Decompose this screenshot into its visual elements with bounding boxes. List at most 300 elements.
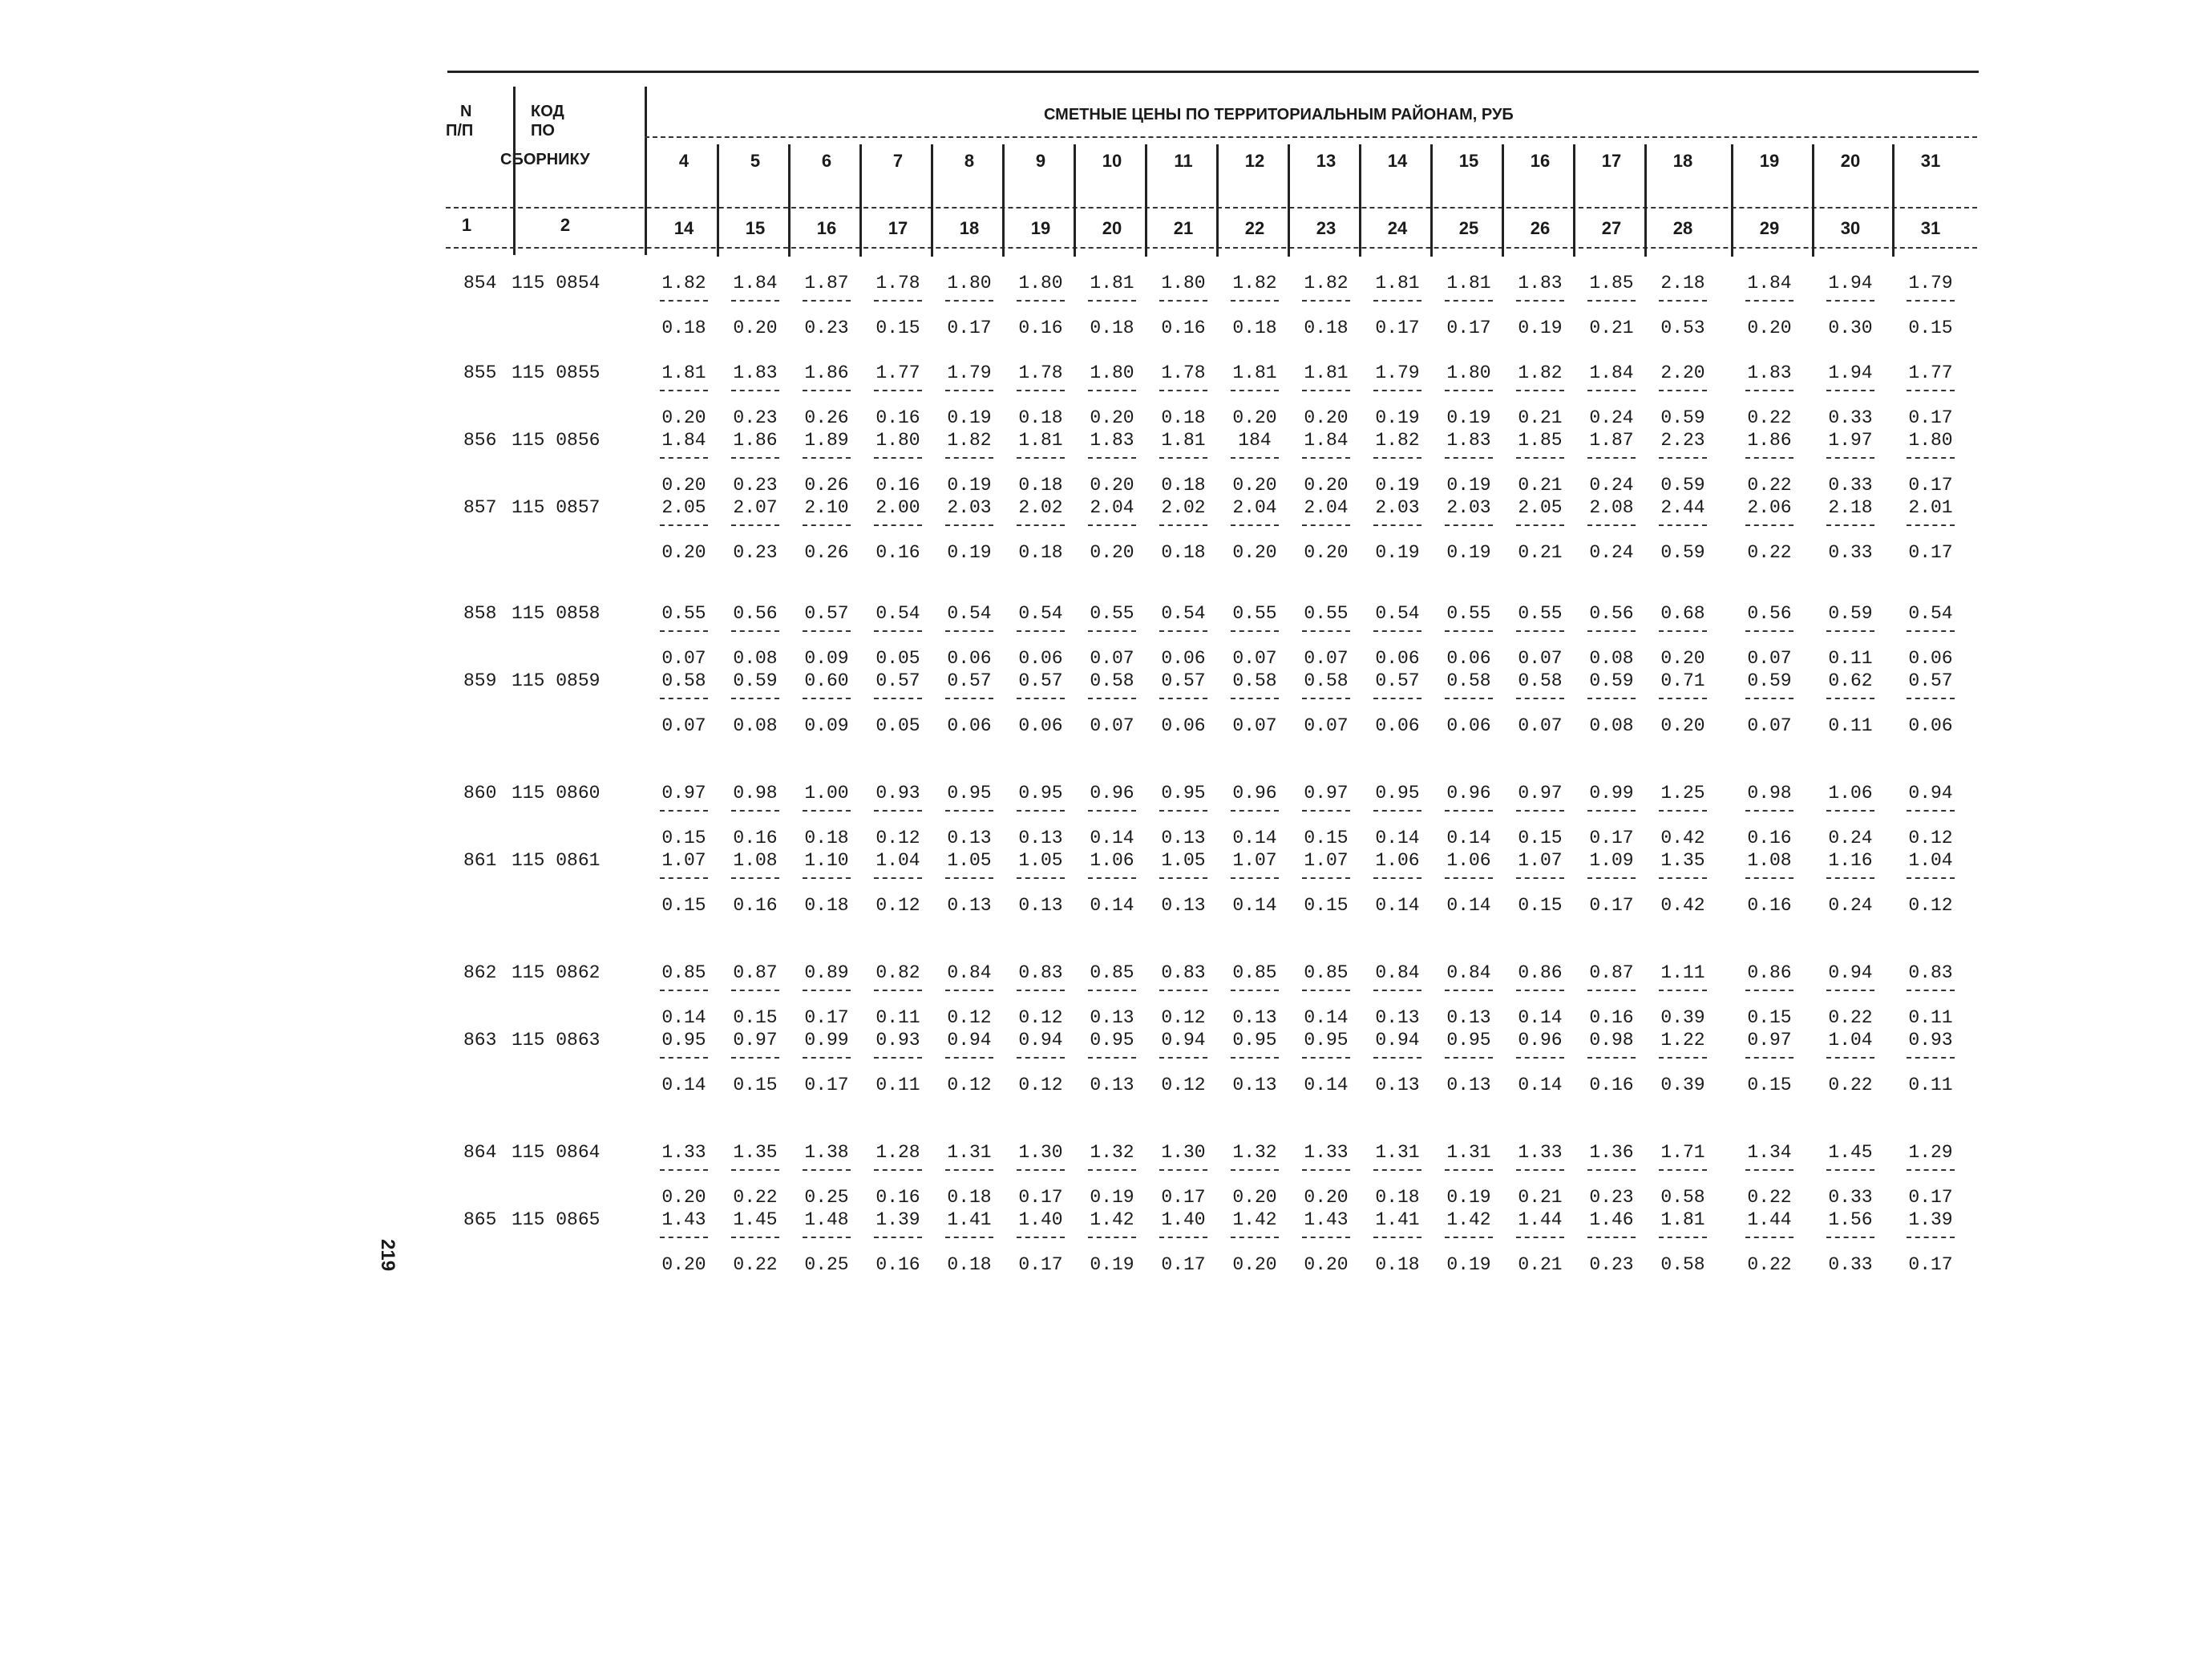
row-code: 115 0863 xyxy=(512,1030,601,1051)
price-total: 1.81 xyxy=(1304,362,1349,383)
price-total: 0.95 xyxy=(1446,1030,1491,1051)
price-total: 2.01 xyxy=(1908,497,1953,518)
fraction-line xyxy=(803,698,851,699)
price-total: 0.83 xyxy=(1908,962,1953,983)
price-wage: 0.06 xyxy=(1446,715,1491,736)
fraction-line xyxy=(945,300,993,302)
column-separator xyxy=(1573,144,1575,257)
column-index: 24 xyxy=(1387,218,1408,238)
fraction-line xyxy=(1516,630,1564,632)
price-total: 0.58 xyxy=(1446,670,1491,691)
header-dash xyxy=(446,207,1977,209)
price-total: 1.77 xyxy=(875,362,920,383)
fraction-line xyxy=(1659,698,1707,699)
price-wage: 0.13 xyxy=(947,828,992,848)
price-total: 0.85 xyxy=(661,962,706,983)
row-code: 115 0857 xyxy=(512,497,601,518)
price-total: 2.03 xyxy=(1375,497,1420,518)
fraction-line xyxy=(874,698,922,699)
fraction-line xyxy=(1017,300,1065,302)
price-total: 1.78 xyxy=(875,273,920,294)
fraction-line xyxy=(1826,1237,1874,1238)
price-wage: 0.20 xyxy=(1660,715,1705,736)
price-total: 0.87 xyxy=(1589,962,1634,983)
price-wage: 0.13 xyxy=(1375,1007,1420,1028)
price-total: 0.95 xyxy=(1161,783,1206,804)
price-total: 1.10 xyxy=(804,850,849,871)
region-number: 31 xyxy=(1920,151,1941,171)
price-total: 1.87 xyxy=(1589,430,1634,451)
price-total: 1.81 xyxy=(1018,430,1063,451)
price-wage: 0.12 xyxy=(1161,1007,1206,1028)
price-total: 2.04 xyxy=(1090,497,1134,518)
price-total: 1.45 xyxy=(733,1209,778,1230)
price-wage: 0.14 xyxy=(661,1075,706,1095)
price-total: 0.94 xyxy=(1161,1030,1206,1051)
price-wage: 0.59 xyxy=(1660,475,1705,496)
fraction-line xyxy=(1445,1237,1493,1238)
price-total: 1.81 xyxy=(1660,1209,1705,1230)
price-total: 1.79 xyxy=(1908,273,1953,294)
price-wage: 0.58 xyxy=(1660,1187,1705,1208)
price-total: 1.84 xyxy=(733,273,778,294)
price-total: 0.86 xyxy=(1747,962,1792,983)
price-wage: 0.22 xyxy=(1828,1007,1873,1028)
fraction-line xyxy=(1088,698,1136,699)
price-total: 0.95 xyxy=(661,1030,706,1051)
price-total: 1.79 xyxy=(947,362,992,383)
price-wage: 0.18 xyxy=(947,1187,992,1208)
row-number: 862 xyxy=(463,962,497,983)
fraction-line xyxy=(1159,524,1207,526)
price-wage: 0.17 xyxy=(1908,1187,1953,1208)
fraction-line xyxy=(1017,698,1065,699)
price-total: 1.32 xyxy=(1232,1142,1277,1163)
fraction-line xyxy=(660,877,708,879)
price-total: 1.39 xyxy=(1908,1209,1953,1230)
fraction-line xyxy=(1088,1057,1136,1059)
price-total: 0.84 xyxy=(1375,962,1420,983)
price-total: 1.40 xyxy=(1161,1209,1206,1230)
price-total: 1.34 xyxy=(1747,1142,1792,1163)
fraction-line xyxy=(1017,810,1065,812)
fraction-line xyxy=(1159,810,1207,812)
fraction-line xyxy=(1826,457,1874,459)
price-wage: 0.33 xyxy=(1828,475,1873,496)
price-total: 1.35 xyxy=(1660,850,1705,871)
price-wage: 0.18 xyxy=(947,1254,992,1275)
region-number: 17 xyxy=(1601,151,1622,171)
price-wage: 0.06 xyxy=(947,648,992,669)
row-code: 115 0864 xyxy=(512,1142,601,1163)
price-total: 1.80 xyxy=(875,430,920,451)
price-total: 0.59 xyxy=(1589,670,1634,691)
price-total: 1.83 xyxy=(733,362,778,383)
fraction-line xyxy=(1231,877,1279,879)
fraction-line xyxy=(1302,390,1350,391)
price-total: 0.84 xyxy=(1446,962,1491,983)
fraction-line xyxy=(1907,990,1955,991)
row-number: 859 xyxy=(463,670,497,691)
price-wage: 0.15 xyxy=(1304,828,1349,848)
price-wage: 0.33 xyxy=(1828,407,1873,428)
column-index: 21 xyxy=(1173,218,1194,238)
price-wage: 0.22 xyxy=(733,1254,778,1275)
price-total: 1.38 xyxy=(804,1142,849,1163)
price-total: 1.71 xyxy=(1660,1142,1705,1163)
price-wage: 0.08 xyxy=(1589,648,1634,669)
fraction-line xyxy=(660,1057,708,1059)
fraction-line xyxy=(1445,1169,1493,1171)
fraction-line xyxy=(945,524,993,526)
np-label-1: N xyxy=(460,103,472,120)
fraction-line xyxy=(1516,810,1564,812)
fraction-line xyxy=(945,390,993,391)
column-separator xyxy=(788,144,791,257)
price-wage: 0.18 xyxy=(1304,318,1349,338)
column-separator xyxy=(1288,144,1290,257)
col-index-2: 2 xyxy=(560,215,571,235)
price-wage: 0.15 xyxy=(733,1007,778,1028)
fraction-line xyxy=(1088,1169,1136,1171)
fraction-line xyxy=(803,390,851,391)
price-wage: 0.17 xyxy=(947,318,992,338)
price-total: 0.82 xyxy=(875,962,920,983)
fraction-line xyxy=(874,300,922,302)
price-total: 0.54 xyxy=(1375,603,1420,624)
fraction-line xyxy=(1445,630,1493,632)
fraction-line xyxy=(1159,990,1207,991)
price-wage: 0.11 xyxy=(1908,1075,1953,1095)
price-total: 1.89 xyxy=(804,430,849,451)
fraction-line xyxy=(803,877,851,879)
fraction-line xyxy=(1017,390,1065,391)
price-wage: 0.15 xyxy=(1908,318,1953,338)
price-wage: 0.23 xyxy=(1589,1254,1634,1275)
column-separator xyxy=(1074,144,1076,257)
fraction-line xyxy=(1826,390,1874,391)
price-wage: 0.20 xyxy=(1090,542,1134,563)
price-total: 1.04 xyxy=(1908,850,1953,871)
price-wage: 0.06 xyxy=(1018,648,1063,669)
header-separator xyxy=(645,87,647,255)
fraction-line xyxy=(1373,877,1421,879)
fraction-line xyxy=(874,630,922,632)
price-total: 1.31 xyxy=(947,1142,992,1163)
fraction-line xyxy=(1159,390,1207,391)
price-total: 0.97 xyxy=(661,783,706,804)
row-code: 115 0854 xyxy=(512,273,601,294)
fraction-line xyxy=(1659,877,1707,879)
price-total: 1.09 xyxy=(1589,850,1634,871)
price-total: 2.04 xyxy=(1232,497,1277,518)
fraction-line xyxy=(1516,457,1564,459)
price-wage: 0.07 xyxy=(1304,648,1349,669)
row-code: 115 0861 xyxy=(512,850,601,871)
row-number: 856 xyxy=(463,430,497,451)
fraction-line xyxy=(1302,810,1350,812)
fraction-line xyxy=(1445,990,1493,991)
price-total: 0.55 xyxy=(1090,603,1134,624)
price-wage: 0.58 xyxy=(1660,1254,1705,1275)
price-total: 1.81 xyxy=(661,362,706,383)
price-total: 1.05 xyxy=(1161,850,1206,871)
fraction-line xyxy=(1231,1237,1279,1238)
price-total: 0.96 xyxy=(1518,1030,1563,1051)
row-code: 115 0862 xyxy=(512,962,601,983)
fraction-line xyxy=(1159,877,1207,879)
column-index: 14 xyxy=(673,218,694,238)
price-total: 1.84 xyxy=(1747,273,1792,294)
fraction-line xyxy=(1587,524,1636,526)
price-total: 2.10 xyxy=(804,497,849,518)
price-total: 1.46 xyxy=(1589,1209,1634,1230)
column-index: 22 xyxy=(1244,218,1265,238)
price-wage: 0.07 xyxy=(1518,648,1563,669)
price-wage: 0.08 xyxy=(733,648,778,669)
fraction-line xyxy=(1659,300,1707,302)
fraction-line xyxy=(1516,300,1564,302)
fraction-line xyxy=(874,1057,922,1059)
price-total: 0.56 xyxy=(1589,603,1634,624)
fraction-line xyxy=(1745,810,1793,812)
fraction-line xyxy=(1159,630,1207,632)
price-total: 1.82 xyxy=(947,430,992,451)
column-index: 17 xyxy=(888,218,908,238)
fraction-line xyxy=(660,300,708,302)
price-wage: 0.53 xyxy=(1660,318,1705,338)
fraction-line xyxy=(803,457,851,459)
price-total: 0.93 xyxy=(1908,1030,1953,1051)
price-total: 0.57 xyxy=(1908,670,1953,691)
price-total: 0.56 xyxy=(1747,603,1792,624)
price-total: 0.58 xyxy=(1090,670,1134,691)
fraction-line xyxy=(1373,630,1421,632)
fraction-line xyxy=(1516,990,1564,991)
price-wage: 0.13 xyxy=(947,895,992,916)
price-total: 1.83 xyxy=(1090,430,1134,451)
column-separator xyxy=(1145,144,1147,257)
column-separator xyxy=(1502,144,1504,257)
fraction-line xyxy=(1745,990,1793,991)
price-total: 1.41 xyxy=(1375,1209,1420,1230)
column-separator xyxy=(1731,144,1733,257)
row-number: 865 xyxy=(463,1209,497,1230)
region-number: 5 xyxy=(750,151,761,171)
fraction-line xyxy=(1017,1237,1065,1238)
fraction-line xyxy=(945,990,993,991)
price-total: 1.30 xyxy=(1161,1142,1206,1163)
fraction-line xyxy=(1907,524,1955,526)
fraction-line xyxy=(1373,990,1421,991)
price-wage: 0.17 xyxy=(1018,1187,1063,1208)
price-total: 0.96 xyxy=(1446,783,1491,804)
price-wage: 0.19 xyxy=(1446,1187,1491,1208)
fraction-line xyxy=(1302,300,1350,302)
fraction-line xyxy=(945,1237,993,1238)
price-total: 1.81 xyxy=(1090,273,1134,294)
price-wage: 0.18 xyxy=(1161,407,1206,428)
fraction-line xyxy=(1587,457,1636,459)
region-number: 13 xyxy=(1316,151,1337,171)
price-wage: 0.20 xyxy=(661,475,706,496)
fraction-line xyxy=(945,630,993,632)
fraction-line xyxy=(1826,524,1874,526)
price-total: 1.80 xyxy=(1908,430,1953,451)
price-wage: 0.20 xyxy=(1660,648,1705,669)
price-total: 0.57 xyxy=(1375,670,1420,691)
price-total: 1.00 xyxy=(804,783,849,804)
fraction-line xyxy=(874,990,922,991)
price-total: 0.87 xyxy=(733,962,778,983)
header-dash xyxy=(645,136,1977,138)
fraction-line xyxy=(1159,300,1207,302)
column-separator xyxy=(1812,144,1814,257)
price-wage: 0.07 xyxy=(1090,648,1134,669)
price-total: 0.95 xyxy=(1018,783,1063,804)
fraction-line xyxy=(1017,457,1065,459)
price-total: 1.06 xyxy=(1375,850,1420,871)
price-wage: 0.12 xyxy=(1908,895,1953,916)
price-wage: 0.20 xyxy=(1232,407,1277,428)
price-wage: 0.23 xyxy=(733,542,778,563)
fraction-line xyxy=(731,524,779,526)
fraction-line xyxy=(1231,990,1279,991)
fraction-line xyxy=(1231,524,1279,526)
price-total: 0.54 xyxy=(875,603,920,624)
price-total: 1.48 xyxy=(804,1209,849,1230)
price-wage: 0.16 xyxy=(733,895,778,916)
price-wage: 0.20 xyxy=(1304,1254,1349,1275)
price-wage: 0.16 xyxy=(1161,318,1206,338)
price-wage: 0.15 xyxy=(661,895,706,916)
fraction-line xyxy=(1445,810,1493,812)
price-wage: 0.07 xyxy=(1232,648,1277,669)
fraction-line xyxy=(1516,698,1564,699)
fraction-line xyxy=(1302,457,1350,459)
fraction-line xyxy=(1373,1057,1421,1059)
price-wage: 0.15 xyxy=(1518,828,1563,848)
column-index: 23 xyxy=(1316,218,1337,238)
price-total: 1.30 xyxy=(1018,1142,1063,1163)
region-number: 8 xyxy=(964,151,975,171)
fraction-line xyxy=(1231,698,1279,699)
price-wage: 0.08 xyxy=(733,715,778,736)
price-total: 0.95 xyxy=(947,783,992,804)
price-wage: 0.16 xyxy=(875,1254,920,1275)
price-wage: 0.24 xyxy=(1589,475,1634,496)
row-code: 115 0856 xyxy=(512,430,601,451)
fraction-line xyxy=(1907,1057,1955,1059)
price-wage: 0.12 xyxy=(1161,1075,1206,1095)
price-wage: 0.39 xyxy=(1660,1007,1705,1028)
price-total: 0.84 xyxy=(947,962,992,983)
column-index: 16 xyxy=(816,218,837,238)
region-number: 7 xyxy=(892,151,904,171)
price-total: 1.43 xyxy=(1304,1209,1349,1230)
fraction-line xyxy=(1907,1237,1955,1238)
price-total: 0.58 xyxy=(661,670,706,691)
price-wage: 0.18 xyxy=(1018,407,1063,428)
price-total: 1.87 xyxy=(804,273,849,294)
price-total: 0.98 xyxy=(733,783,778,804)
price-total: 0.94 xyxy=(947,1030,992,1051)
price-total: 2.03 xyxy=(947,497,992,518)
fraction-line xyxy=(1302,1057,1350,1059)
fraction-line xyxy=(1231,630,1279,632)
fraction-line xyxy=(1587,698,1636,699)
price-wage: 0.16 xyxy=(875,407,920,428)
fraction-line xyxy=(1587,1237,1636,1238)
fraction-line xyxy=(1017,1169,1065,1171)
price-total: 0.99 xyxy=(1589,783,1634,804)
fraction-line xyxy=(945,1169,993,1171)
fraction-line xyxy=(1373,524,1421,526)
price-wage: 0.07 xyxy=(661,715,706,736)
price-total: 0.98 xyxy=(1747,783,1792,804)
price-total: 0.93 xyxy=(875,1030,920,1051)
region-number: 14 xyxy=(1387,151,1408,171)
price-wage: 0.25 xyxy=(804,1254,849,1275)
fraction-line xyxy=(1587,877,1636,879)
row-code: 115 0865 xyxy=(512,1209,601,1230)
region-number: 20 xyxy=(1840,151,1861,171)
price-wage: 0.17 xyxy=(804,1007,849,1028)
price-wage: 0.13 xyxy=(1090,1007,1134,1028)
price-wage: 0.19 xyxy=(1518,318,1563,338)
price-total: 1.33 xyxy=(1518,1142,1563,1163)
price-total: 0.68 xyxy=(1660,603,1705,624)
price-wage: 0.18 xyxy=(1090,318,1134,338)
price-wage: 0.14 xyxy=(1090,895,1134,916)
fraction-line xyxy=(1745,1237,1793,1238)
price-total: 2.18 xyxy=(1828,497,1873,518)
fraction-line xyxy=(1907,810,1955,812)
fraction-line xyxy=(1159,1169,1207,1171)
price-wage: 0.17 xyxy=(1446,318,1491,338)
price-wage: 0.18 xyxy=(1375,1187,1420,1208)
price-wage: 0.15 xyxy=(1747,1075,1792,1095)
price-total: 1.77 xyxy=(1908,362,1953,383)
price-wage: 0.26 xyxy=(804,542,849,563)
price-total: 2.07 xyxy=(733,497,778,518)
fraction-line xyxy=(1516,390,1564,391)
fraction-line xyxy=(731,1169,779,1171)
price-total: 0.55 xyxy=(1304,603,1349,624)
price-wage: 0.14 xyxy=(1232,828,1277,848)
price-total: 1.80 xyxy=(1446,362,1491,383)
price-wage: 0.22 xyxy=(1747,1254,1792,1275)
column-index: 15 xyxy=(745,218,766,238)
price-wage: 0.12 xyxy=(1018,1007,1063,1028)
fraction-line xyxy=(1659,1169,1707,1171)
price-wage: 0.26 xyxy=(804,407,849,428)
price-wage: 0.18 xyxy=(1375,1254,1420,1275)
row-code: 115 0860 xyxy=(512,783,601,804)
fraction-line xyxy=(1017,630,1065,632)
price-wage: 0.15 xyxy=(875,318,920,338)
price-wage: 0.20 xyxy=(661,1254,706,1275)
price-wage: 0.14 xyxy=(1446,828,1491,848)
price-total: 0.57 xyxy=(947,670,992,691)
price-total: 0.83 xyxy=(1161,962,1206,983)
fraction-line xyxy=(1088,524,1136,526)
price-total: 0.59 xyxy=(1747,670,1792,691)
price-wage: 0.13 xyxy=(1090,1075,1134,1095)
price-wage: 0.20 xyxy=(1304,475,1349,496)
price-total: 1.83 xyxy=(1747,362,1792,383)
price-wage: 0.17 xyxy=(1161,1187,1206,1208)
